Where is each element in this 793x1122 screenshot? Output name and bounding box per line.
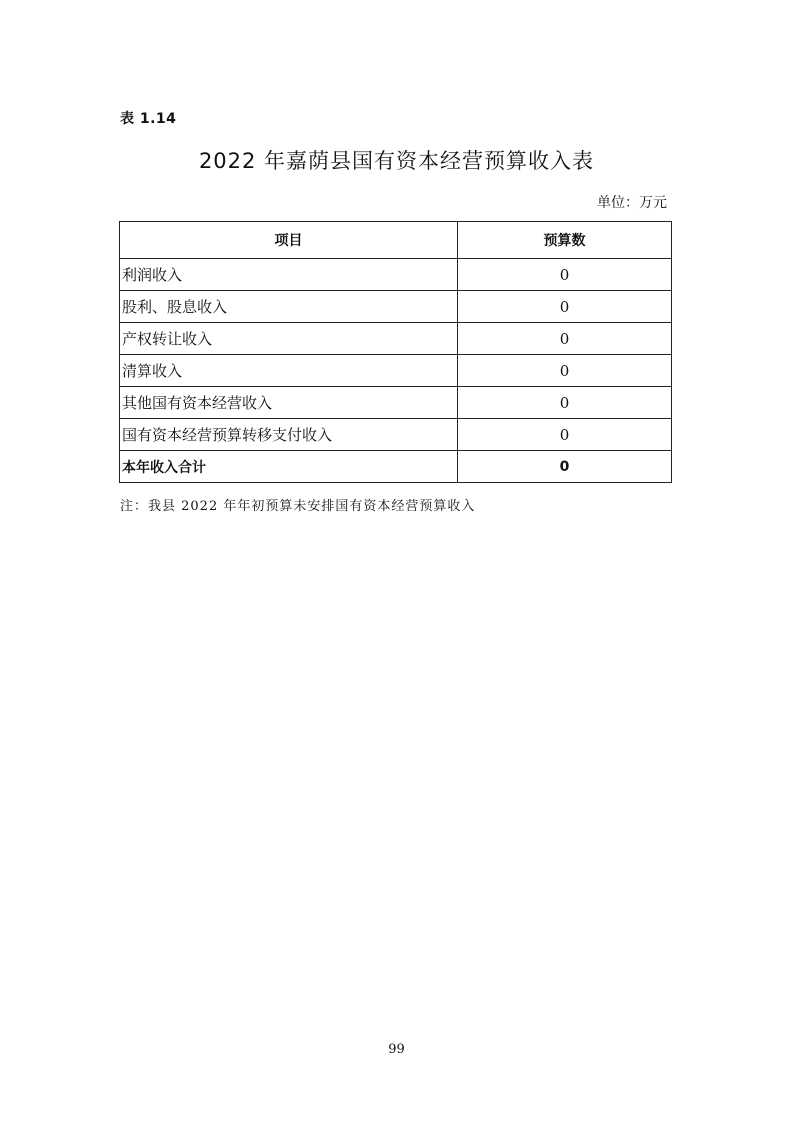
row-item: 其他国有资本经营收入 [120,387,458,419]
row-item: 清算收入 [120,355,458,387]
row-item: 利润收入 [120,259,458,291]
header-amount: 预算数 [458,222,672,259]
row-item: 产权转让收入 [120,323,458,355]
table-row [120,291,672,323]
total-item: 本年收入合计 [120,451,458,483]
row-amount: 0 [458,387,672,419]
table-header-row [120,222,672,259]
row-amount: 0 [458,323,672,355]
page-title: 2022 年嘉荫县国有资本经营预算收入表 [198,149,595,173]
row-amount: 0 [458,419,672,451]
table-row [120,259,672,291]
footnote: 注：我县 2022 年年初预算未安排国有资本经营预算收入 [120,499,476,514]
table-row [120,323,672,355]
total-amount: 0 [458,451,672,483]
row-amount: 0 [458,259,672,291]
row-amount: 0 [458,355,672,387]
row-amount: 0 [458,291,672,323]
budget-table [119,221,672,483]
row-item: 国有资本经营预算转移支付收入 [120,419,458,451]
table-row [120,419,672,451]
table-row [120,355,672,387]
table-row [120,387,672,419]
header-item: 项目 [120,222,458,259]
unit-label: 单位：万元 [597,195,667,211]
table-label: 表 1.14 [120,111,177,127]
total-row [120,451,672,483]
page-number: 99 [388,1042,405,1057]
row-item: 股利、股息收入 [120,291,458,323]
